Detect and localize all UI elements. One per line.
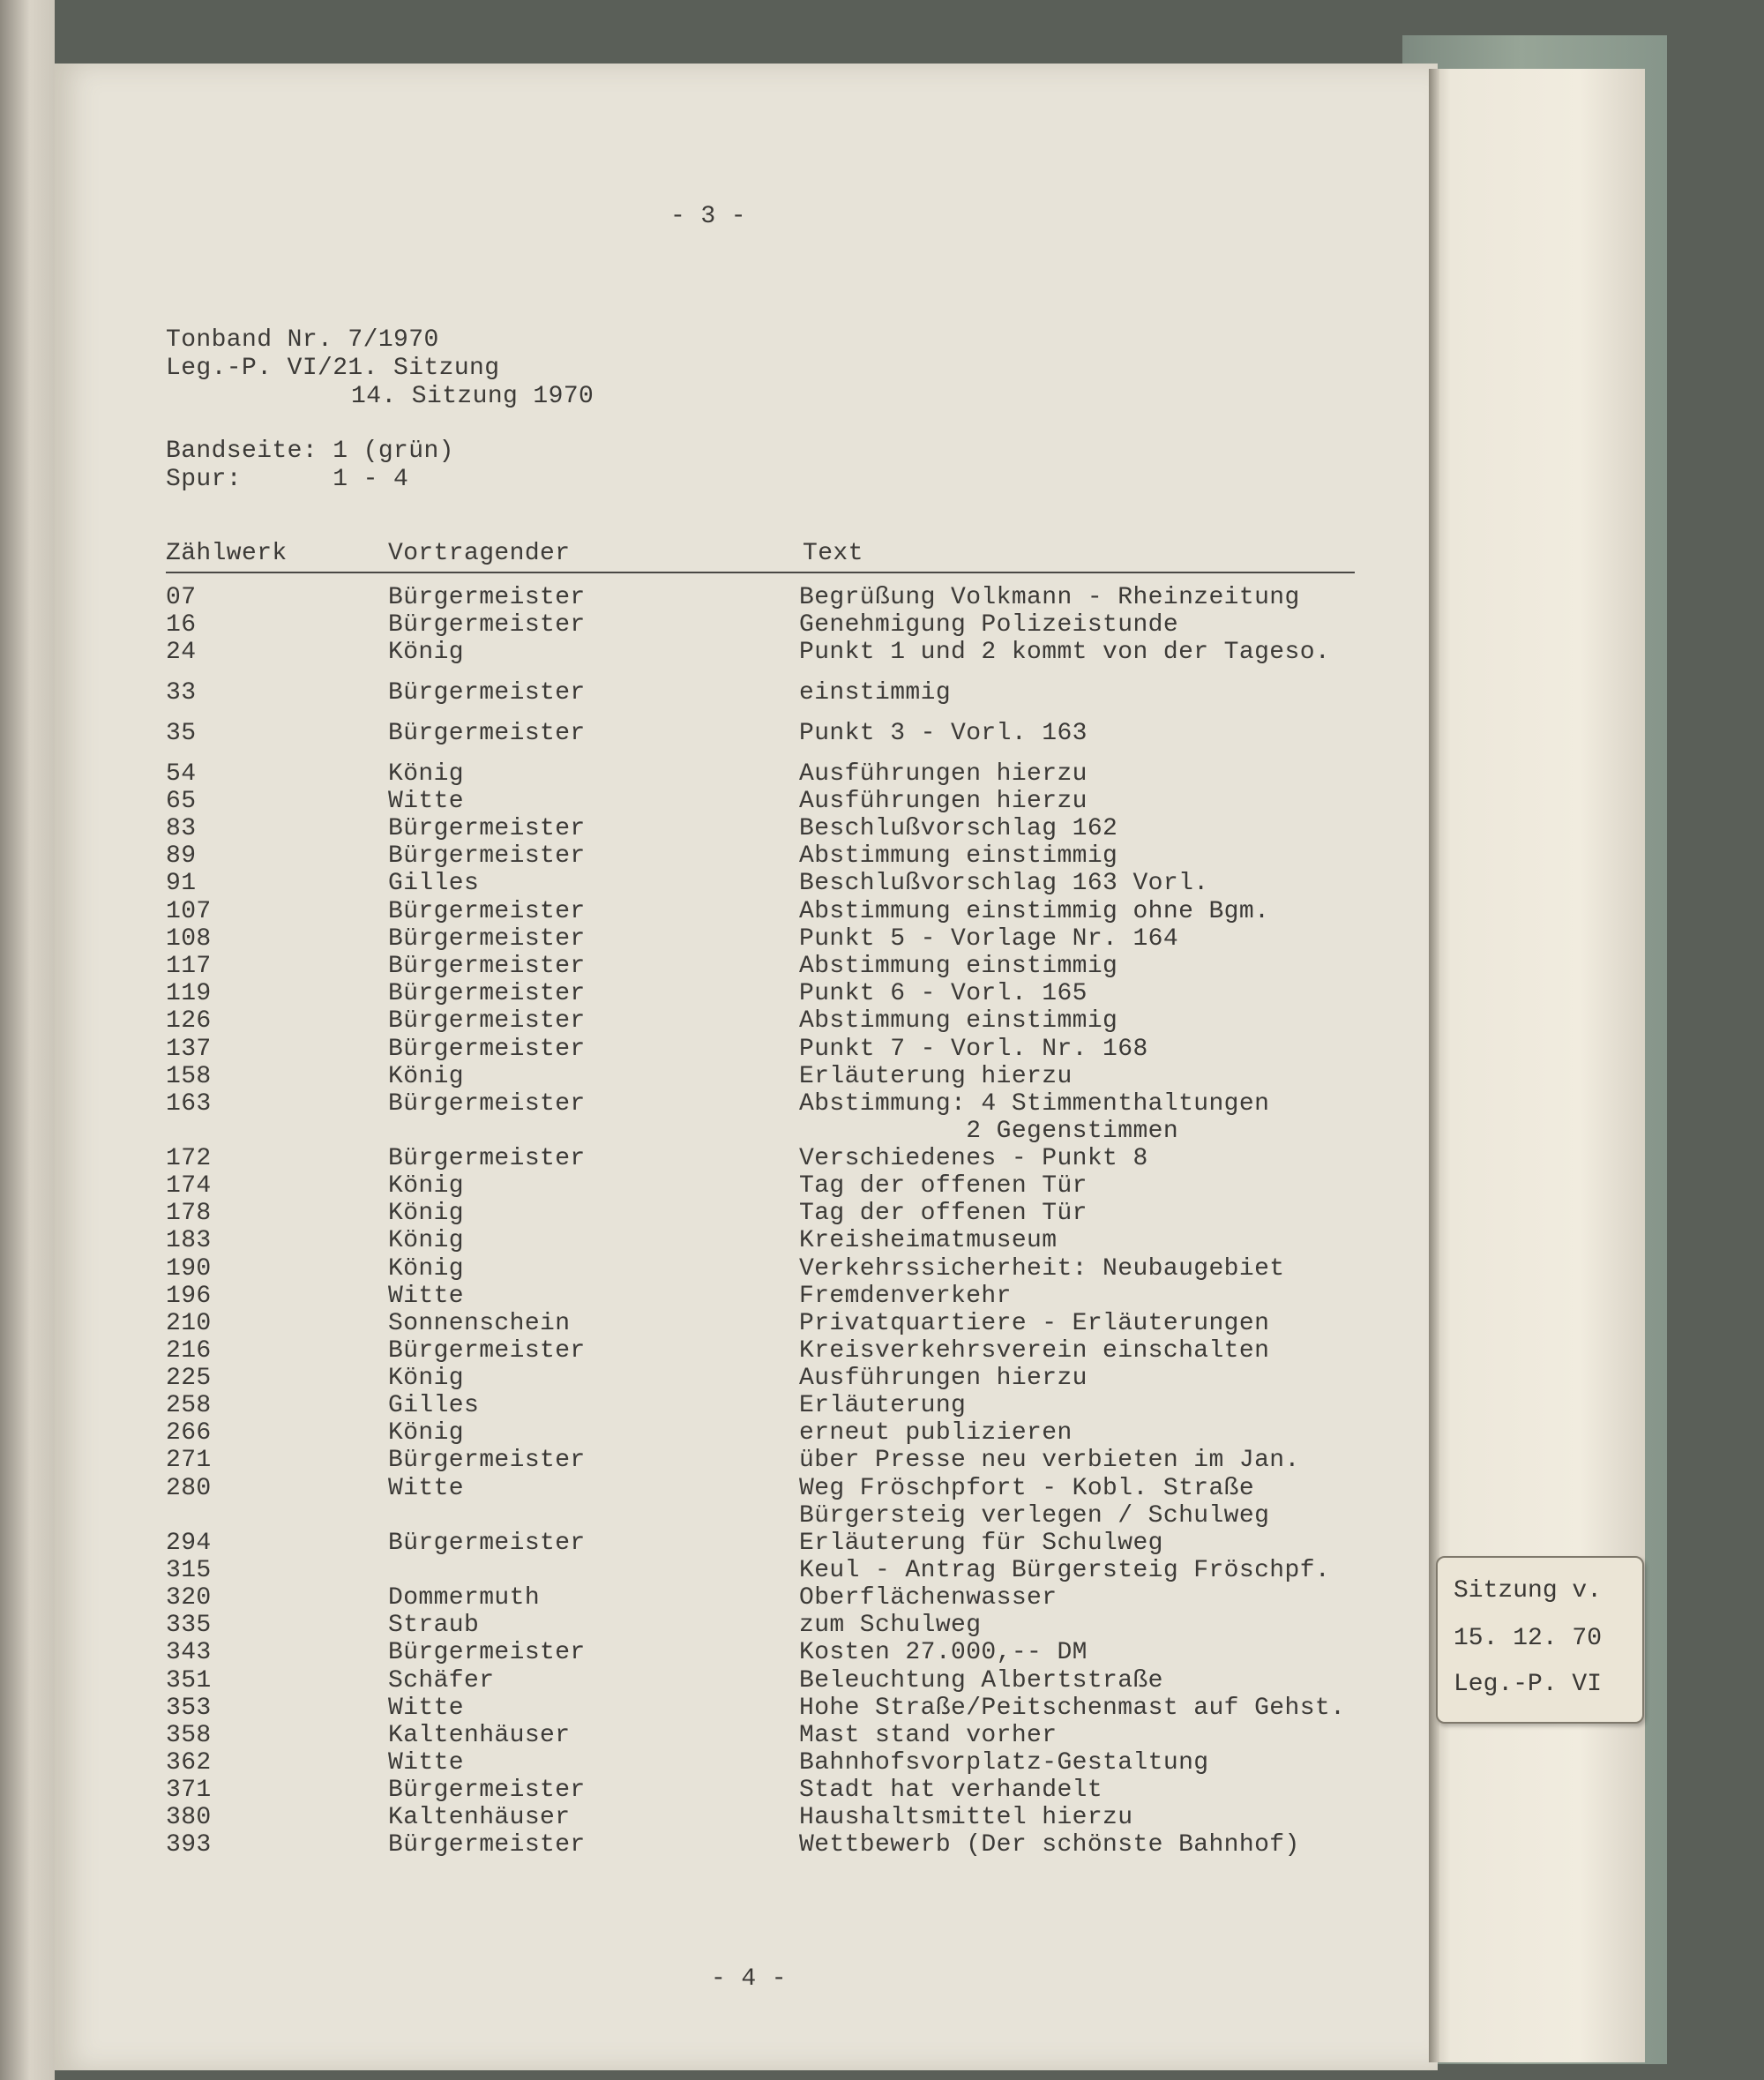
topic-text: Abstimmung einstimmig xyxy=(799,953,1118,980)
table-row xyxy=(0,1257,1411,1283)
topic-text: Verkehrssicherheit: Neubaugebiet xyxy=(799,1255,1285,1283)
table-row xyxy=(0,1065,1411,1091)
speaker-name: Bürgermeister xyxy=(388,1145,586,1172)
topic-text: Kreisverkehrsverein einschalten xyxy=(799,1337,1270,1365)
table-row xyxy=(0,1833,1411,1859)
sticker-line-3: Leg.-P. VI xyxy=(1454,1671,1603,1698)
counter-value: 294 xyxy=(166,1530,212,1557)
table-row xyxy=(0,1037,1411,1064)
topic-text: Punkt 6 - Vorl. 165 xyxy=(799,980,1088,1007)
speaker-name: Bürgermeister xyxy=(388,953,586,980)
column-header-text: Text xyxy=(803,540,863,567)
table-row xyxy=(0,900,1411,926)
speaker-name: Sonnenschein xyxy=(388,1310,571,1337)
table-row xyxy=(0,844,1411,871)
counter-value: 172 xyxy=(166,1145,212,1172)
counter-value: 320 xyxy=(166,1584,212,1612)
table-row xyxy=(0,1147,1411,1173)
speaker-name: Kaltenhäuser xyxy=(388,1722,571,1749)
table-row xyxy=(0,1009,1411,1036)
page-fold-shadow xyxy=(1429,69,1439,2062)
topic-text: Abstimmung einstimmig xyxy=(799,1007,1118,1035)
table-row xyxy=(0,927,1411,954)
counter-value: 163 xyxy=(166,1090,212,1118)
speaker-name: Bürgermeister xyxy=(388,1639,586,1666)
track: Spur: 1 - 4 xyxy=(166,466,409,493)
speaker-name: Bürgermeister xyxy=(388,1530,586,1557)
counter-value: 343 xyxy=(166,1639,212,1666)
topic-text: Beleuchtung Albertstraße xyxy=(799,1667,1163,1695)
counter-value: 91 xyxy=(166,870,197,897)
speaker-name: Bürgermeister xyxy=(388,1447,586,1474)
speaker-name: Gilles xyxy=(388,870,480,897)
table-row xyxy=(0,640,1411,667)
counter-value: 33 xyxy=(166,679,197,707)
topic-text: Tag der offenen Tür xyxy=(799,1172,1088,1200)
table-row xyxy=(0,1421,1411,1448)
sticker-line-1: Sitzung v. xyxy=(1454,1577,1603,1605)
speaker-name: Witte xyxy=(388,788,465,815)
table-row xyxy=(0,954,1411,981)
speaker-name: Witte xyxy=(388,1695,465,1722)
table-row xyxy=(0,722,1411,748)
counter-value: 24 xyxy=(166,639,197,666)
table-row xyxy=(0,1696,1411,1723)
table-row xyxy=(0,817,1411,843)
speaker-name: König xyxy=(388,1200,465,1227)
table-row xyxy=(0,1613,1411,1640)
topic-text: Abstimmung einstimmig xyxy=(799,842,1118,870)
topic-text: 2 Gegenstimmen xyxy=(799,1118,1179,1145)
column-header-counter: Zählwerk xyxy=(166,540,288,567)
speaker-name: König xyxy=(388,1365,465,1392)
counter-value: 117 xyxy=(166,953,212,980)
counter-value: 07 xyxy=(166,584,197,611)
speaker-name: Bürgermeister xyxy=(388,925,586,953)
topic-text: Fremdenverkehr xyxy=(799,1283,1012,1310)
topic-text: Stadt hat verhandelt xyxy=(799,1777,1103,1804)
table-row xyxy=(0,1284,1411,1311)
topic-text: Punkt 3 - Vorl. 163 xyxy=(799,720,1088,747)
topic-text: Ausführungen hierzu xyxy=(799,1365,1088,1392)
table-row xyxy=(0,1119,1411,1146)
counter-value: 266 xyxy=(166,1419,212,1447)
speaker-name: König xyxy=(388,1419,465,1447)
table-row xyxy=(0,1586,1411,1612)
speaker-name: König xyxy=(388,1172,465,1200)
topic-text: Ausführungen hierzu xyxy=(799,760,1088,788)
counter-value: 216 xyxy=(166,1337,212,1365)
table-row xyxy=(0,1751,1411,1777)
table-row xyxy=(0,1641,1411,1667)
table-row xyxy=(0,1669,1411,1695)
table-row xyxy=(0,613,1411,640)
topic-text: Punkt 7 - Vorl. Nr. 168 xyxy=(799,1036,1148,1063)
speaker-name: Witte xyxy=(388,1749,465,1777)
counter-value: 362 xyxy=(166,1749,212,1777)
topic-text: Oberflächenwasser xyxy=(799,1584,1058,1612)
session-label-sticker xyxy=(1436,1556,1644,1724)
speaker-name: Bürgermeister xyxy=(388,679,586,707)
topic-text: Haushaltsmittel hierzu xyxy=(799,1804,1133,1831)
column-header-speaker: Vortragender xyxy=(388,540,571,567)
table-row xyxy=(0,1724,1411,1750)
topic-text: einstimmig xyxy=(799,679,952,707)
speaker-name: Bürgermeister xyxy=(388,1090,586,1118)
speaker-name: Schäfer xyxy=(388,1667,495,1695)
counter-value: 196 xyxy=(166,1283,212,1310)
topic-text: zum Schulweg xyxy=(799,1612,982,1639)
table-row xyxy=(0,1559,1411,1585)
tape-number: Tonband Nr. 7/1970 xyxy=(166,326,439,354)
counter-value: 35 xyxy=(166,720,197,747)
session-number: 14. Sitzung 1970 xyxy=(351,383,594,410)
counter-value: 16 xyxy=(166,611,197,639)
speaker-name: König xyxy=(388,760,465,788)
topic-text: Kosten 27.000,-- DM xyxy=(799,1639,1088,1666)
counter-value: 65 xyxy=(166,788,197,815)
counter-value: 335 xyxy=(166,1612,212,1639)
session-legislature: Leg.-P. VI/21. Sitzung xyxy=(166,355,500,382)
counter-value: 315 xyxy=(166,1557,212,1584)
topic-text: Hohe Straße/Peitschenmast auf Gehst. xyxy=(799,1695,1346,1722)
table-row xyxy=(0,1092,1411,1119)
topic-text: Begrüßung Volkmann - Rheinzeitung xyxy=(799,584,1300,611)
topic-text: Verschiedenes - Punkt 8 xyxy=(799,1145,1148,1172)
sticker-line-2: 15. 12. 70 xyxy=(1454,1625,1603,1652)
speaker-name: Kaltenhäuser xyxy=(388,1804,571,1831)
topic-text: Ausführungen hierzu xyxy=(799,788,1088,815)
topic-text: Keul - Antrag Bürgersteig Fröschpf. xyxy=(799,1557,1331,1584)
topic-text: erneut publizieren xyxy=(799,1419,1073,1447)
page-number-bottom: - 4 - xyxy=(711,1965,788,1993)
table-row xyxy=(0,872,1411,898)
counter-value: 393 xyxy=(166,1831,212,1859)
counter-value: 174 xyxy=(166,1172,212,1200)
counter-value: 107 xyxy=(166,898,212,925)
counter-value: 119 xyxy=(166,980,212,1007)
topic-text: Erläuterung für Schulweg xyxy=(799,1530,1163,1557)
column-header-underline xyxy=(166,572,1355,573)
table-row xyxy=(0,982,1411,1008)
speaker-name: Bürgermeister xyxy=(388,1777,586,1804)
speaker-name: König xyxy=(388,639,465,666)
table-row xyxy=(0,681,1411,707)
table-row xyxy=(0,1174,1411,1201)
table-row xyxy=(0,1229,1411,1255)
topic-text: Bahnhofsvorplatz-Gestaltung xyxy=(799,1749,1209,1777)
counter-value: 89 xyxy=(166,842,197,870)
counter-value: 54 xyxy=(166,760,197,788)
table-row xyxy=(0,1312,1411,1338)
speaker-name: Bürgermeister xyxy=(388,1007,586,1035)
counter-value: 371 xyxy=(166,1777,212,1804)
speaker-name: Bürgermeister xyxy=(388,1036,586,1063)
speaker-name: Witte xyxy=(388,1475,465,1502)
speaker-name: Bürgermeister xyxy=(388,980,586,1007)
speaker-name: Bürgermeister xyxy=(388,898,586,925)
speaker-name: Bürgermeister xyxy=(388,815,586,842)
counter-value: 190 xyxy=(166,1255,212,1283)
topic-text: Mast stand vorher xyxy=(799,1722,1058,1749)
topic-text: Erläuterung hierzu xyxy=(799,1063,1073,1090)
counter-value: 351 xyxy=(166,1667,212,1695)
topic-text: Genehmigung Polizeistunde xyxy=(799,611,1179,639)
table-row xyxy=(0,1806,1411,1832)
topic-text: über Presse neu verbieten im Jan. xyxy=(799,1447,1300,1474)
topic-text: Abstimmung: 4 Stimmenthaltungen xyxy=(799,1090,1270,1118)
tape-side: Bandseite: 1 (grün) xyxy=(166,438,454,465)
speaker-name: Bürgermeister xyxy=(388,584,586,611)
speaker-name: Bürgermeister xyxy=(388,1337,586,1365)
topic-text: Wettbewerb (Der schönste Bahnhof) xyxy=(799,1831,1300,1859)
counter-value: 353 xyxy=(166,1695,212,1722)
speaker-name: Straub xyxy=(388,1612,480,1639)
topic-text: Tag der offenen Tür xyxy=(799,1200,1088,1227)
counter-value: 126 xyxy=(166,1007,212,1035)
table-row xyxy=(0,789,1411,816)
counter-value: 137 xyxy=(166,1036,212,1063)
counter-value: 83 xyxy=(166,815,197,842)
counter-value: 380 xyxy=(166,1804,212,1831)
topic-text: Bürgersteig verlegen / Schulweg xyxy=(799,1502,1270,1530)
table-row xyxy=(0,1394,1411,1420)
topic-text: Beschlußvorschlag 163 Vorl. xyxy=(799,870,1209,897)
speaker-name: Bürgermeister xyxy=(388,1831,586,1859)
topic-text: Erläuterung xyxy=(799,1392,967,1419)
table-row xyxy=(0,1531,1411,1558)
table-row xyxy=(0,1201,1411,1228)
counter-value: 183 xyxy=(166,1227,212,1254)
table-row xyxy=(0,1448,1411,1475)
topic-text: Punkt 5 - Vorlage Nr. 164 xyxy=(799,925,1179,953)
topic-text: Kreisheimatmuseum xyxy=(799,1227,1058,1254)
table-row xyxy=(0,762,1411,789)
topic-text: Punkt 1 und 2 kommt von der Tageso. xyxy=(799,639,1331,666)
table-row xyxy=(0,1477,1411,1503)
counter-value: 108 xyxy=(166,925,212,953)
topic-text: Privatquartiere - Erläuterungen xyxy=(799,1310,1270,1337)
topic-text: Abstimmung einstimmig ohne Bgm. xyxy=(799,898,1270,925)
counter-value: 271 xyxy=(166,1447,212,1474)
speaker-name: Gilles xyxy=(388,1392,480,1419)
speaker-name: König xyxy=(388,1063,465,1090)
table-row xyxy=(0,1339,1411,1365)
speaker-name: Dommermuth xyxy=(388,1584,541,1612)
topic-text: Weg Fröschpfort - Kobl. Straße xyxy=(799,1475,1255,1502)
speaker-name: Bürgermeister xyxy=(388,611,586,639)
table-row xyxy=(0,1778,1411,1805)
speaker-name: Witte xyxy=(388,1283,465,1310)
table-row xyxy=(0,1504,1411,1530)
counter-value: 178 xyxy=(166,1200,212,1227)
speaker-name: Bürgermeister xyxy=(388,720,586,747)
counter-value: 258 xyxy=(166,1392,212,1419)
page-stack-edge xyxy=(1429,69,1645,2062)
counter-value: 358 xyxy=(166,1722,212,1749)
speaker-name: Bürgermeister xyxy=(388,842,586,870)
counter-value: 225 xyxy=(166,1365,212,1392)
counter-value: 158 xyxy=(166,1063,212,1090)
counter-value: 210 xyxy=(166,1310,212,1337)
speaker-name: König xyxy=(388,1255,465,1283)
table-row xyxy=(0,586,1411,612)
page-number-top: - 3 - xyxy=(670,203,747,230)
speaker-name: König xyxy=(388,1227,465,1254)
counter-value: 280 xyxy=(166,1475,212,1502)
table-row xyxy=(0,1366,1411,1393)
topic-text: Beschlußvorschlag 162 xyxy=(799,815,1118,842)
